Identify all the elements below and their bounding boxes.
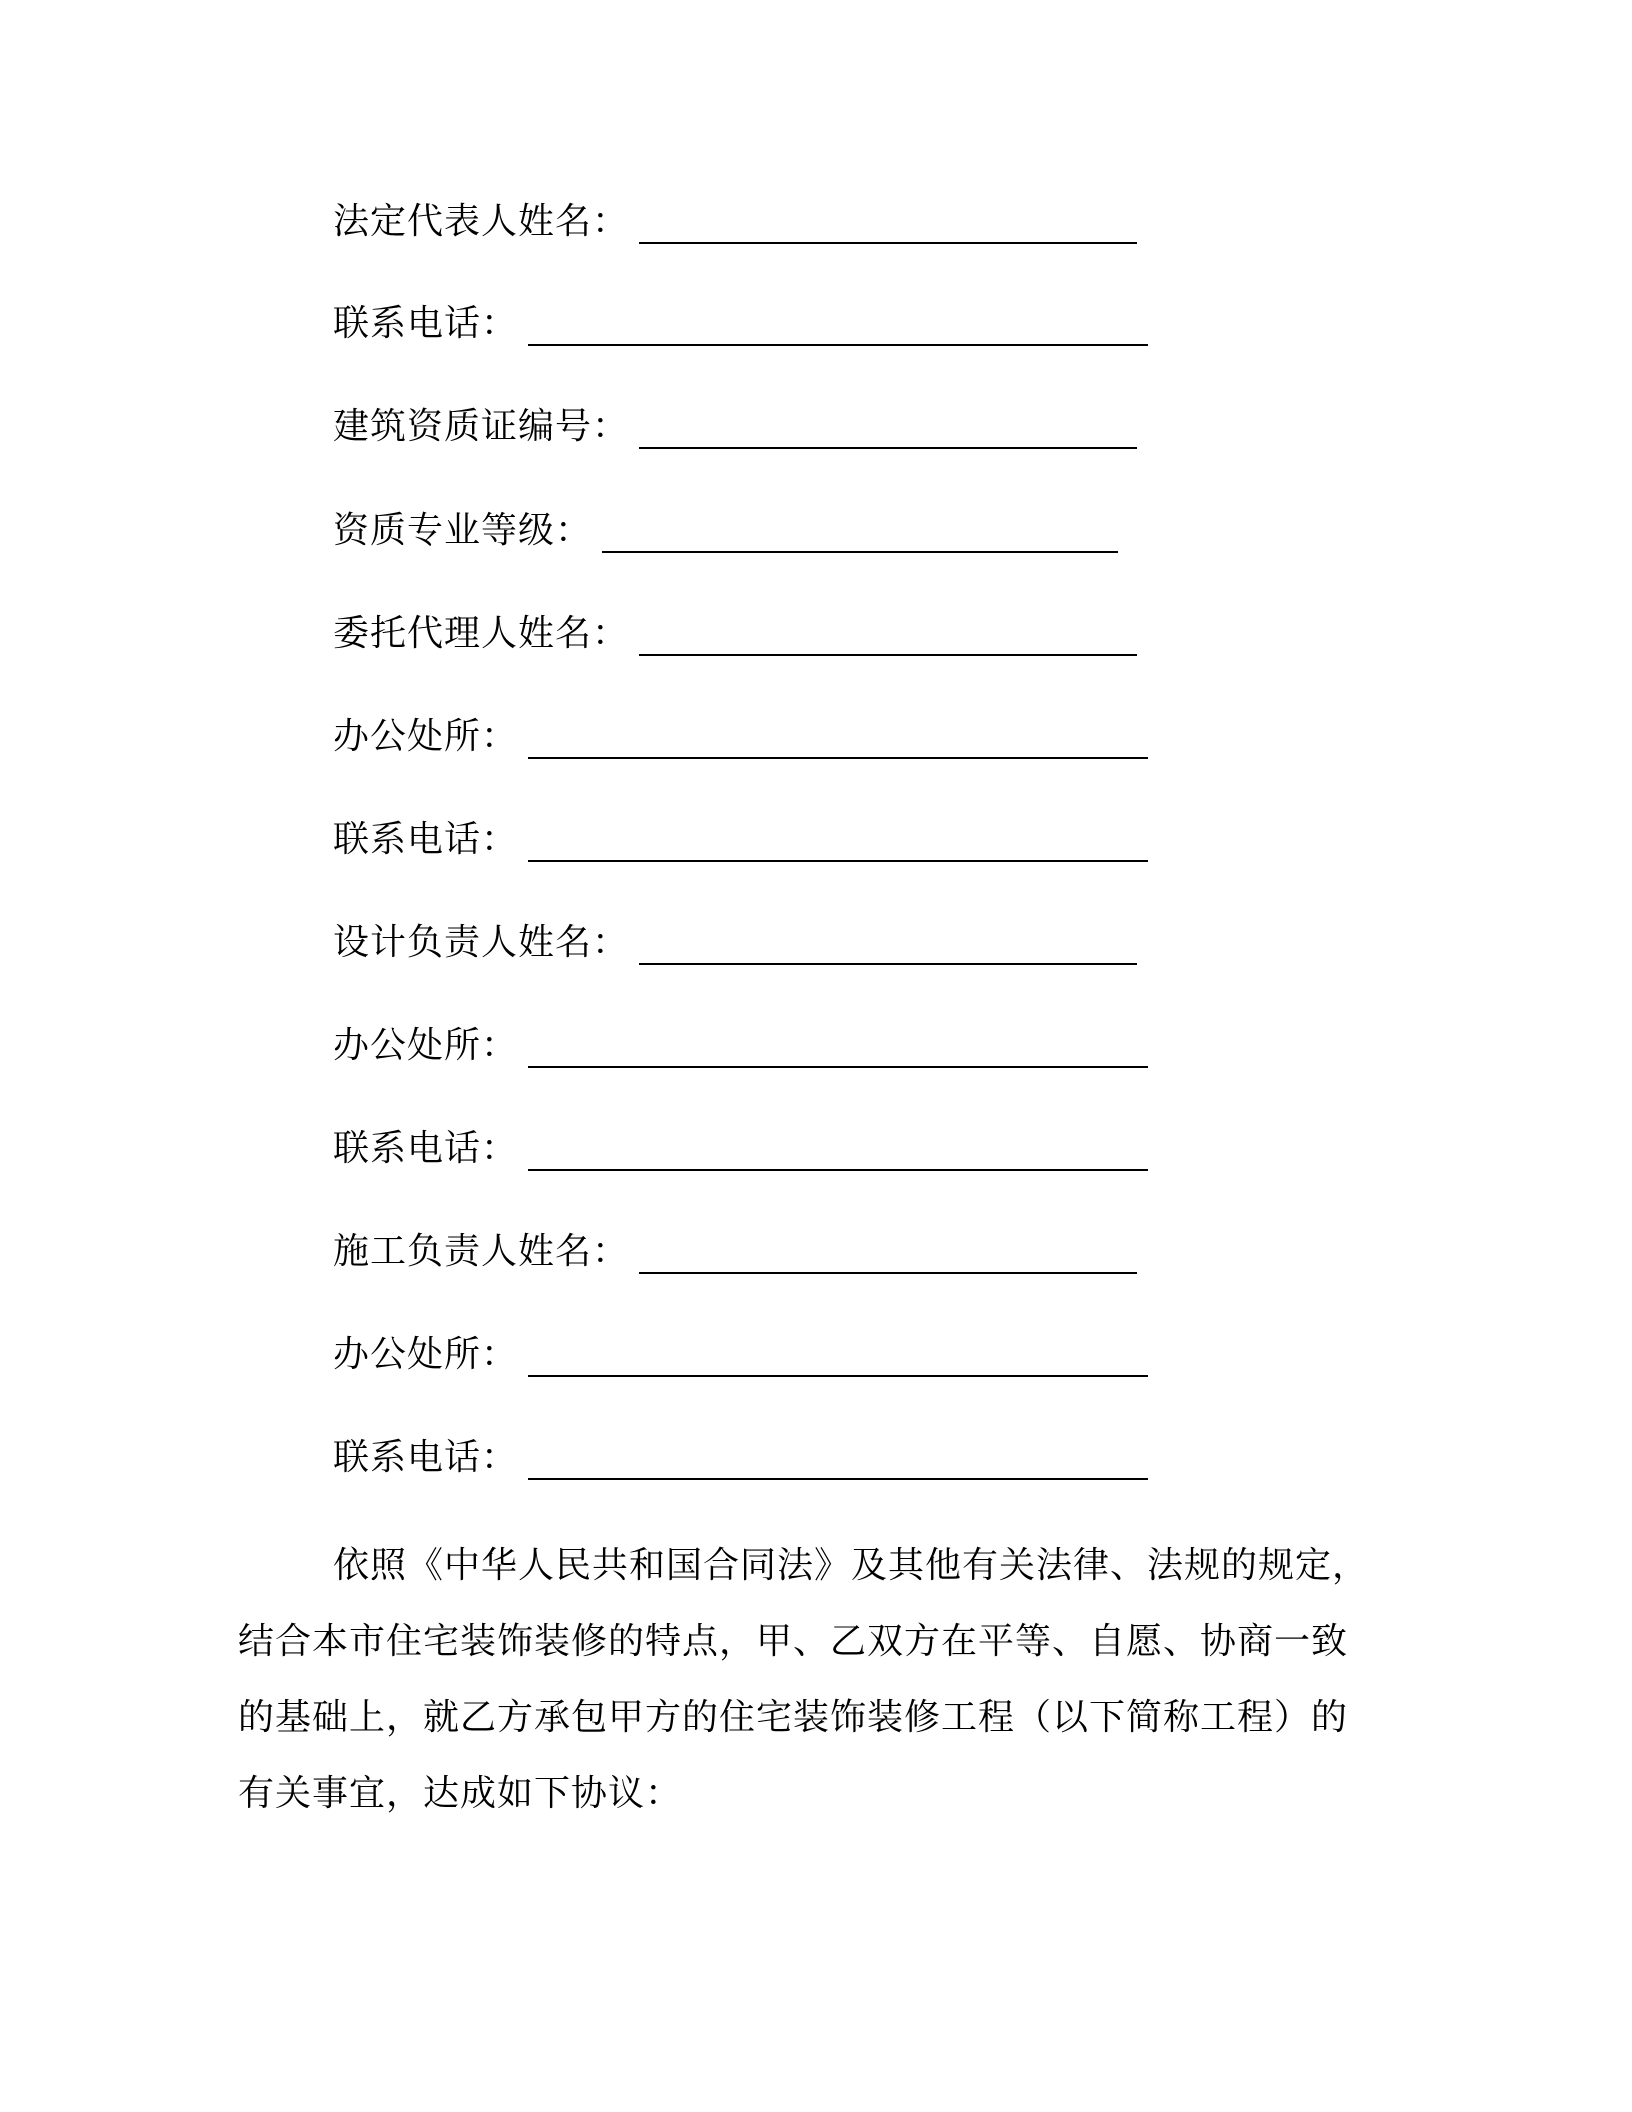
field-design-manager-name — [333, 913, 1137, 973]
agreement-paragraph — [238, 1528, 1370, 1832]
field-phone — [333, 1119, 1148, 1179]
field-construction-manager-name — [333, 1222, 1137, 1282]
blank-line — [639, 933, 1137, 965]
field-label: 办公处所： — [333, 1334, 519, 1375]
field-qualification-grade — [333, 501, 1118, 561]
field-agent-name — [333, 604, 1137, 664]
field-legal-representative-name — [333, 192, 1137, 252]
field-office-address — [333, 1016, 1148, 1076]
blank-line — [602, 521, 1118, 553]
blank-line — [639, 417, 1137, 449]
blank-line — [528, 1139, 1148, 1171]
field-phone — [333, 810, 1148, 870]
blank-line — [528, 1036, 1148, 1068]
field-label: 联系电话： — [333, 1437, 519, 1478]
field-label: 建筑资质证编号： — [333, 406, 630, 447]
field-label: 法定代表人姓名： — [333, 201, 630, 242]
blank-line — [639, 212, 1137, 244]
field-label: 施工负责人姓名： — [333, 1231, 630, 1272]
field-label: 联系电话： — [333, 1128, 519, 1169]
field-label: 委托代理人姓名： — [333, 613, 630, 654]
field-office-address — [333, 707, 1148, 767]
field-label: 设计负责人姓名： — [333, 922, 630, 963]
blank-line — [639, 624, 1137, 656]
paragraph-line: 的基础上，就乙方承包甲方的住宅装饰装修工程（以下简称工程）的 — [238, 1697, 1349, 1738]
field-label: 办公处所： — [333, 716, 519, 757]
blank-line — [528, 727, 1148, 759]
field-label: 办公处所： — [333, 1025, 519, 1066]
blank-line — [528, 830, 1148, 862]
field-label: 联系电话： — [333, 303, 519, 344]
paragraph-line: 依照《中华人民共和国合同法》及其他有关法律、法规的规定， — [333, 1545, 1370, 1586]
field-phone — [333, 1428, 1148, 1488]
blank-line — [528, 1345, 1148, 1377]
field-label: 联系电话： — [333, 819, 519, 860]
field-construction-qualification-number — [333, 397, 1137, 457]
field-label: 资质专业等级： — [333, 510, 593, 551]
field-office-address — [333, 1325, 1148, 1385]
blank-line — [528, 314, 1148, 346]
field-phone — [333, 294, 1148, 354]
blank-line — [528, 1448, 1148, 1480]
paragraph-line: 结合本市住宅装饰装修的特点，甲、乙双方在平等、自愿、协商一致 — [238, 1621, 1349, 1662]
blank-line — [639, 1242, 1137, 1274]
paragraph-line: 有关事宜，达成如下协议： — [238, 1773, 683, 1814]
